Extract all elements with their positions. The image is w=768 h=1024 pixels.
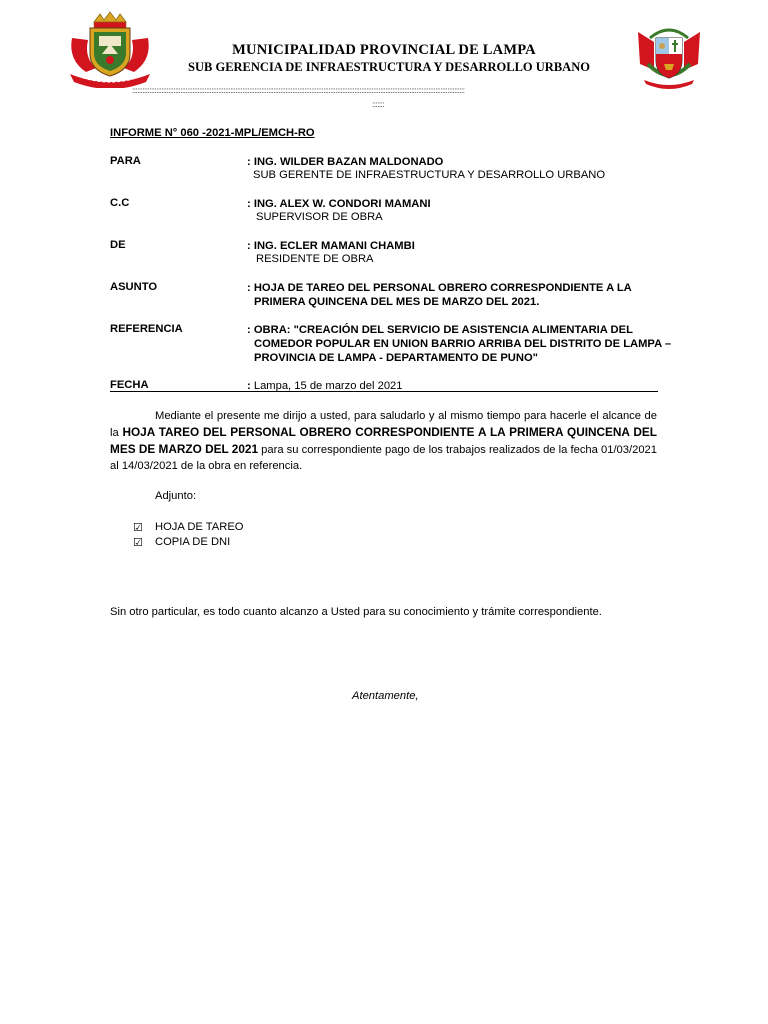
asunto-label: ASUNTO [110,281,158,293]
cc-name: : ING. ALEX W. CONDORI MAMANI [247,198,431,210]
fecha-label: FECHA [110,379,149,391]
body-paragraph [110,408,657,474]
asunto-line-1: : HOJA DE TAREO DEL PERSONAL OBRERO CORRESPONDIENTE A LA [247,282,632,294]
fecha-colon: : [247,380,251,392]
header-rule [110,391,658,392]
header-dotted-divider-short: ::::::: [372,100,385,109]
para-name: : ING. WILDER BAZAN MALDONADO [247,156,444,168]
signoff: Atentamente, [352,690,419,702]
de-label: DE [110,239,126,251]
body-intro: Mediante el presente me dirijo a usted, para saludarlo y al mismo tiempo para hacerle el alcance de la [110,410,657,439]
attachment-label: HOJA DE TAREO [155,521,244,533]
municipality-title: MUNICIPALIDAD PROVINCIAL DE LAMPA [232,42,536,58]
department-subtitle: SUB GERENCIA DE INFRAESTRUCTURA Y DESARROLLO URBANO [188,60,590,74]
adjunto-label: Adjunto: [155,490,197,502]
para-role: SUB GERENTE DE INFRAESTRUCTURA Y DESARROLLO URBANO [253,169,606,181]
cc-role: SUPERVISOR DE OBRA [256,211,383,223]
asunto-line-2: PRIMERA QUINCENA DEL MES DE MARZO DEL 2021. [254,296,540,308]
fecha-date: Lampa, 15 de marzo del 2021 [253,380,403,392]
referencia-line-1: : OBRA: "CREACIÓN DEL SERVICIO DE ASISTENCIA ALIMENTARIA DEL [247,324,633,336]
para-label: PARA [110,155,141,167]
referencia-line-2: COMEDOR POPULAR EN UNION BARRIO ARRIBA DEL DISTRITO DE LAMPA – [254,338,672,350]
checkbox-checked-icon: ☑ [133,537,143,549]
attachment-item [133,536,231,549]
body-rest: para su correspondiente pago de los trabajos realizados de la fecha 01/03/2021 al 14/03/2021 de la obra en referencia. [110,444,657,472]
closing-text: Sin otro particular, es todo cuanto alcanzo a Usted para su conocimiento y trámite correspondiente. [110,606,602,618]
memo-number: INFORME N° 060 -2021-MPL/EMCH-RO [110,127,315,139]
de-name: : ING. ECLER MAMANI CHAMBI [247,240,415,252]
referencia-label: REFERENCIA [110,323,183,335]
attachment-label: COPIA DE DNI [155,536,231,548]
attachment-item [133,521,244,534]
header-dotted-divider: ::::::::::::::::::::::::::::::::::::::::::::::::::::::::::::::::::::::::::::::::::::::::::::::::::::::::::::::::::::::::::::::::::::::::::::::::::::::::::::::::::::::::::::::::::::::::::::::::: [132,88,465,95]
cc-label: C.C [110,197,130,209]
referencia-line-3: PROVINCIA DE LAMPA - DEPARTAMENTO DE PUNO" [254,352,538,364]
body-bold-subject: HOJA TAREO DEL PERSONAL OBRERO CORRESPONDIENTE A LA PRIMERA QUINCENA DEL MES DE MARZO DEL 2021 [110,425,658,456]
de-role: RESIDENTE DE OBRA [256,253,374,265]
checkbox-checked-icon: ☑ [133,522,143,534]
